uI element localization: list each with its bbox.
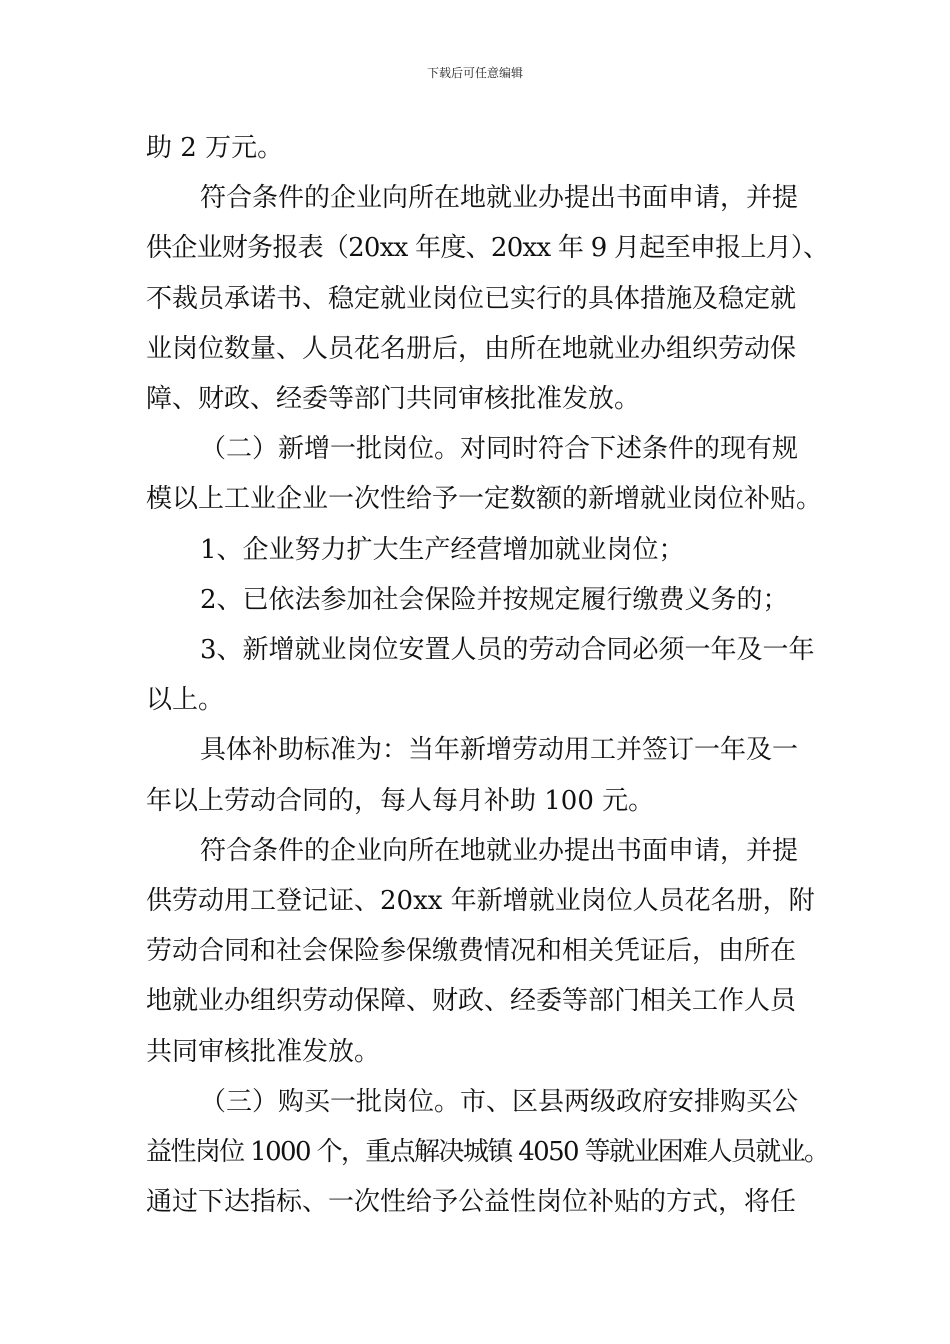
text-line: 共同审核批准发放。 [146,1037,381,1067]
text-line: 具体补助标准为：当年新增劳动用工并签订一年及一 [200,735,799,765]
text-line: （三）购买一批岗位。市、区县两级政府安排购买公 [200,1087,799,1117]
text-line: 劳动合同和社会保险参保缴费情况和相关凭证后，由所在 [146,936,797,966]
page-header: 下载后可任意编辑 [426,66,523,80]
text-line: 以上。 [146,685,225,715]
text-line: 地就业办组织劳动保障、财政、经委等部门相关工作人员 [146,986,797,1016]
text-line: 模以上工业企业一次性给予一定数额的新增就业岗位补贴。 [146,484,823,514]
text-line: 通过下达指标、一次性给予公益性岗位补贴的方式，将任 [146,1187,797,1217]
text-line: 业岗位数量、人员花名册后，由所在地就业办组织劳动保 [146,334,797,364]
text-line: 助 2 万元。 [146,133,284,163]
text-line: 供企业财务报表（20xx 年度、20xx 年 9 月起至申报上月）、 [146,233,829,263]
text-line: 障、财政、经委等部门共同审核批准发放。 [146,384,641,414]
text-line: 年以上劳动合同的，每人每月补助 100 元。 [146,786,655,816]
text-line: 1、企业努力扩大生产经营增加就业岗位； [200,535,685,565]
text-line: 3、新增就业岗位安置人员的劳动合同必须一年及一年 [200,635,815,665]
text-line: 益性岗位 1000 个，重点解决城镇 4050 等就业困难人员就业。 [146,1137,829,1167]
text-line: 不裁员承诺书、稳定就业岗位已实行的具体措施及稳定就 [146,284,797,314]
text-line: 符合条件的企业向所在地就业办提出书面申请，并提 [200,836,799,866]
text-line: 符合条件的企业向所在地就业办提出书面申请，并提 [200,183,799,213]
text-line: 2、已依法参加社会保险并按规定履行缴费义务的； [200,585,789,615]
text-line: 供劳动用工登记证、20xx 年新增就业岗位人员花名册，附 [146,886,815,916]
text-line: （二）新增一批岗位。对同时符合下述条件的现有规 [200,434,799,464]
